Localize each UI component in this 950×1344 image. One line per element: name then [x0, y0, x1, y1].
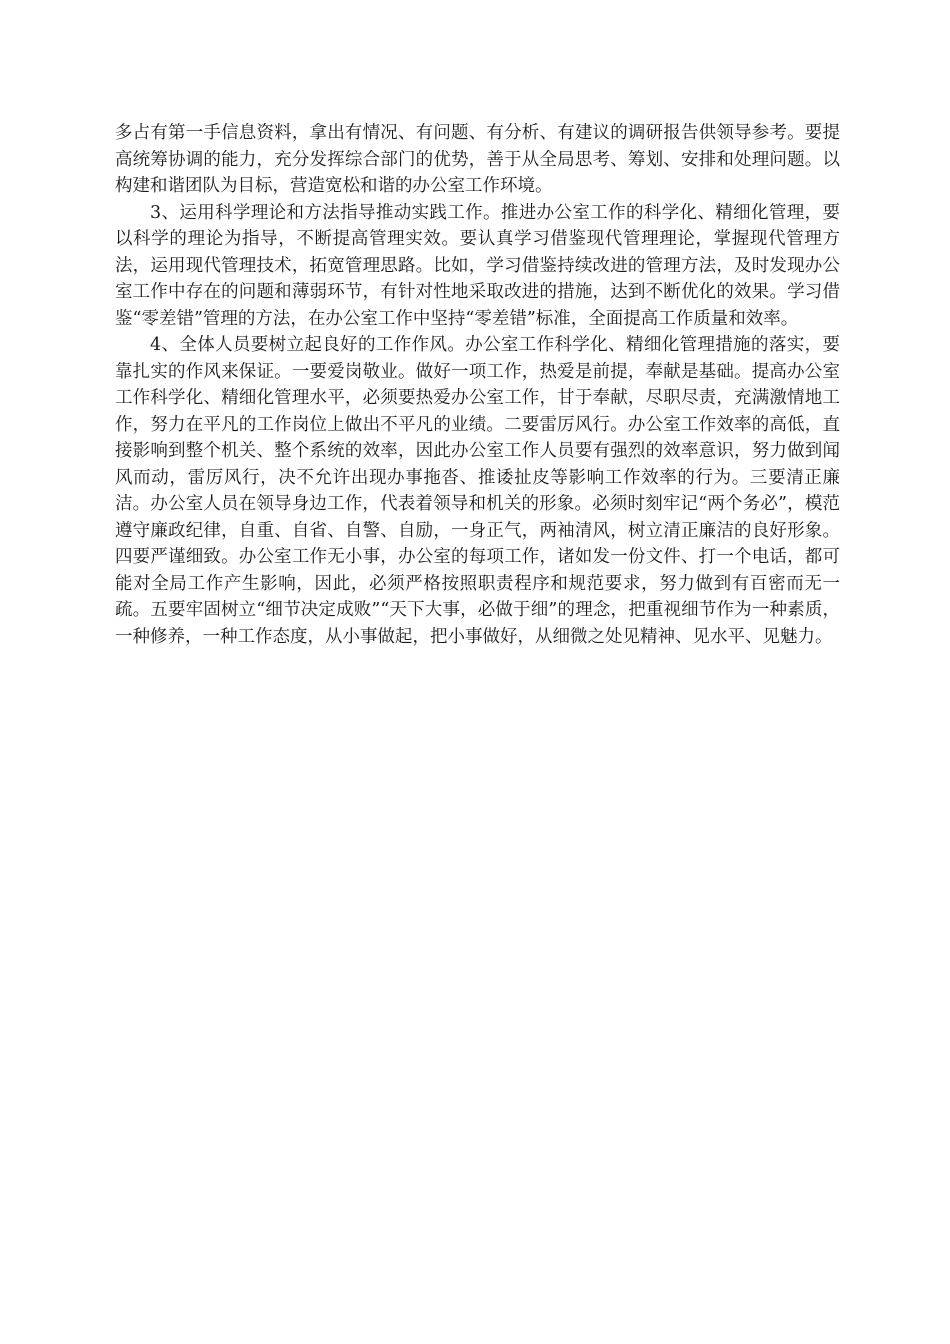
paragraph-3: 4、全体人员要树立起良好的工作作风。办公室工作科学化、精细化管理措施的落实，要靠扎实的作风来保证。一要爱岗敬业。做好一项工作，热爱是前提，奉献是基础。提高办公室工作科学化、精细化管理水平，必须要热爱办公室工作，甘于奉献，尽职尽责，充满激情地工作，努力在平凡的工作岗位上做出不平凡的业绩。二要雷厉风行。办公室工作效率的高低，直接影响到整个机关、整个系统的效率，因此办公室工作人员要有强烈的效率意识，努力做到闻风而动，雷厉风行，决不允许出现办事拖沓、推诿扯皮等影响工作效率的行为。三要清正廉洁。办公室人员在领导身边工作，代表着领导和机关的形象。必须时刻牢记“两个务必”，模范遵守廉政纪律，自重、自省、自警、自励，一身正气，两袖清风，树立清正廉洁的良好形象。四要严谨细致。办公室工作无小事，办公室的每项工作，诸如发一份文件、打一个电话，都可能对全局工作产生影响，因此，必须严格按照职责程序和规范要求，努力做到有百密而无一疏。五要牢固树立“细节决定成败”“天下大事，必做于细”的理念，把重视细节作为一种素质，一种修养，一种工作态度，从小事做起，把小事做好，从细微之处见精神、见水平、见魅力。: [115, 335, 840, 647]
document-body: [115, 120, 840, 650]
paragraph-2: 3、运用科学理论和方法指导推动实践工作。推进办公室工作的科学化、精细化管理，要以科学的理论为指导，不断提高管理实效。要认真学习借鉴现代管理理论，掌握现代管理方法，运用现代管理技术，拓宽管理思路。比如，学习借鉴持续改进的管理方法，及时发现办公室工作中存在的问题和薄弱环节，有针对性地采取改进的措施，达到不断优化的效果。学习借鉴“零差错”管理的方法，在办公室工作中坚持“零差错”标准，全面提高工作质量和效率。: [115, 202, 840, 329]
paragraph-1: 多占有第一手信息资料，拿出有情况、有问题、有分析、有建议的调研报告供领导参考。要提高统筹协调的能力，充分发挥综合部门的优势，善于从全局思考、筹划、安排和处理问题。以构建和谐团队为目标，营造宽松和谐的办公室工作环境。: [115, 123, 840, 196]
